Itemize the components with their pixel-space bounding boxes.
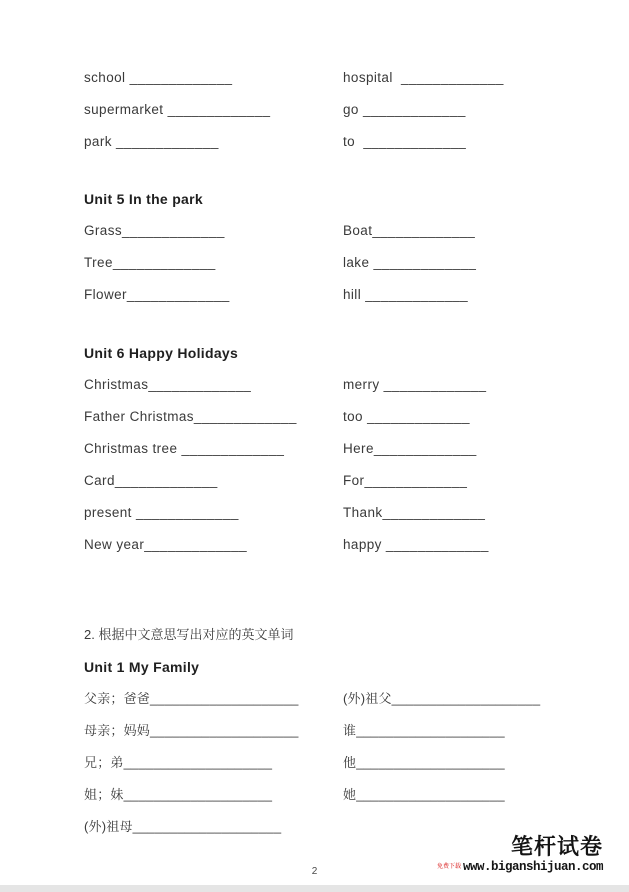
word-row xyxy=(0,465,629,497)
word-blank-right: hill _____________ xyxy=(343,287,469,302)
word-blank-left: Christmas tree _____________ xyxy=(84,441,285,456)
unit6-title: Unit 6 Happy Holidays xyxy=(84,345,239,361)
word-blank-right: to _____________ xyxy=(343,134,467,149)
word-blank-left: 兄；弟____________________ xyxy=(84,755,273,770)
word-row xyxy=(0,247,629,279)
word-blank-right: 谁____________________ xyxy=(343,723,505,738)
word-row xyxy=(0,369,629,401)
unit1-title: Unit 1 My Family xyxy=(84,659,200,675)
word-blank-left: Christmas_____________ xyxy=(84,377,252,392)
word-row xyxy=(0,215,629,247)
unit6-section xyxy=(0,337,629,561)
word-blank-right: 她____________________ xyxy=(343,787,505,802)
unit5-title: Unit 5 In the park xyxy=(84,191,203,207)
word-blank-left: supermarket _____________ xyxy=(84,102,271,117)
word-blank-right: lake _____________ xyxy=(343,255,477,270)
word-blank-left: Card_____________ xyxy=(84,473,218,488)
word-blank-right: merry _____________ xyxy=(343,377,487,392)
word-row xyxy=(0,683,629,715)
word-row xyxy=(0,401,629,433)
word-blank-right: (外)祖父____________________ xyxy=(343,691,541,706)
word-blank-right: happy _____________ xyxy=(343,537,489,552)
word-blank-left: 父亲；爸爸____________________ xyxy=(84,691,299,706)
unit5-section xyxy=(0,183,629,311)
word-blank-right: hospital _____________ xyxy=(343,70,504,85)
word-blank-right: Thank_____________ xyxy=(343,505,486,520)
word-row xyxy=(0,497,629,529)
word-blank-left: Flower_____________ xyxy=(84,287,230,302)
site-logo-text: 笔杆试卷 xyxy=(510,834,603,859)
word-row xyxy=(0,433,629,465)
word-blank-left: (外)祖母____________________ xyxy=(84,819,282,834)
word-blank-left: Grass_____________ xyxy=(84,223,225,238)
word-blank-left: Father Christmas_____________ xyxy=(84,409,297,424)
page-number: 2 xyxy=(311,866,318,877)
word-blank-right: too _____________ xyxy=(343,409,470,424)
word-row xyxy=(0,126,629,158)
word-row xyxy=(0,747,629,779)
word-blank-left: New year_____________ xyxy=(84,537,248,552)
word-blank-right: For_____________ xyxy=(343,473,468,488)
word-blank-left: park _____________ xyxy=(84,134,219,149)
word-blank-left: Tree_____________ xyxy=(84,255,216,270)
section2 xyxy=(0,618,629,843)
word-blank-left: 姐；妹____________________ xyxy=(84,787,273,802)
word-row xyxy=(0,279,629,311)
word-row xyxy=(0,779,629,811)
page-bottom-edge xyxy=(0,885,629,892)
site-logo-red-tagline: 免费下载 xyxy=(436,864,461,870)
site-url: www.biganshijuan.com xyxy=(462,860,603,874)
word-row xyxy=(0,94,629,126)
word-blank-right: go _____________ xyxy=(343,102,466,117)
word-row xyxy=(0,715,629,747)
section2-heading: 2. 根据中文意思写出对应的英文单词 xyxy=(84,627,294,642)
word-row xyxy=(0,62,629,94)
word-blank-right: 他____________________ xyxy=(343,755,505,770)
wordlist-continued xyxy=(0,62,629,158)
word-blank-right: Here_____________ xyxy=(343,441,477,456)
word-blank-left: school _____________ xyxy=(84,70,233,85)
word-blank-right: Boat_____________ xyxy=(343,223,476,238)
word-blank-left: 母亲；妈妈____________________ xyxy=(84,723,299,738)
word-blank-left: present _____________ xyxy=(84,505,239,520)
word-row xyxy=(0,529,629,561)
